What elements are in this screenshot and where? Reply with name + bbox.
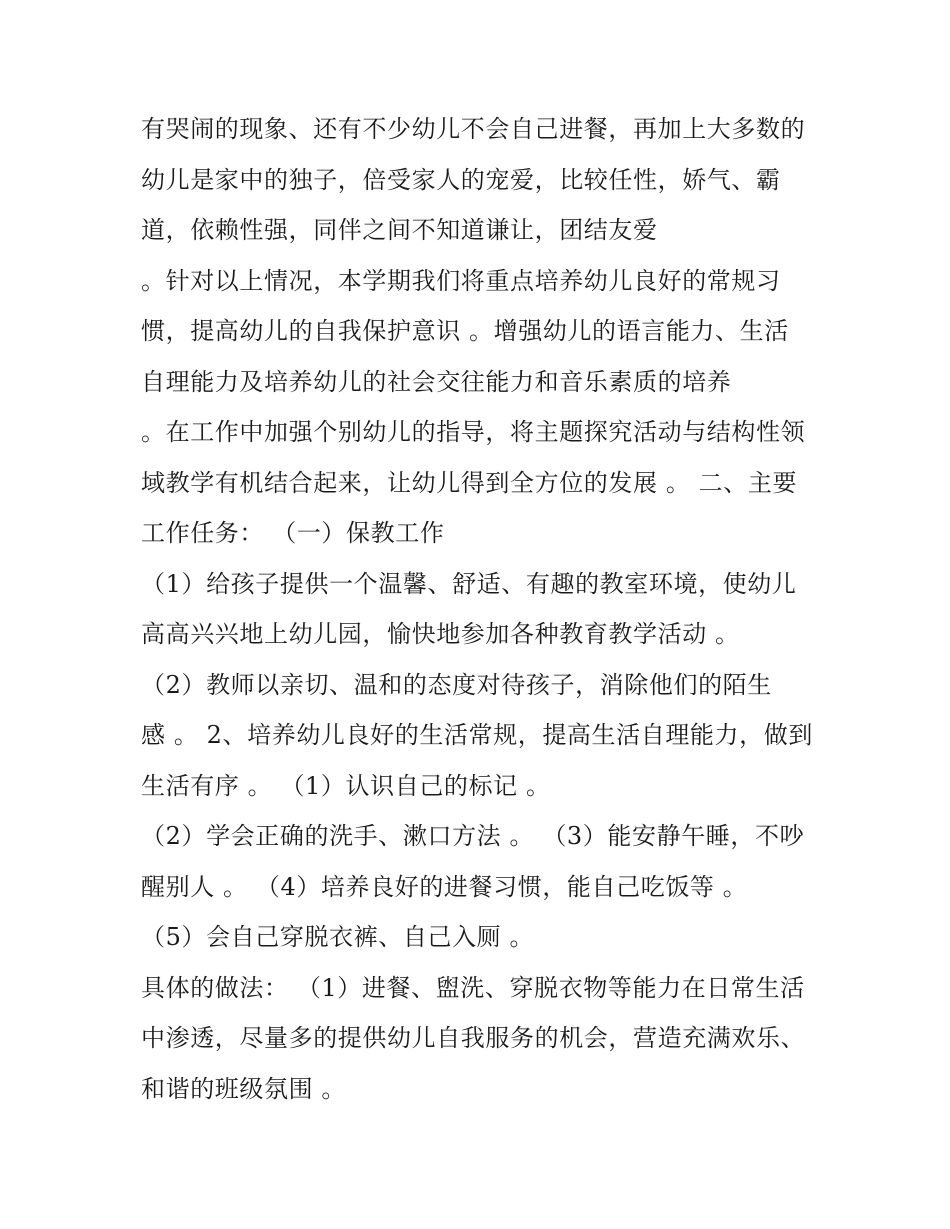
text-line: （5）会自己穿脱衣裤、自己入厕 。	[141, 923, 535, 951]
text-line: 高高兴兴地上幼儿园，愉快地参加各种教育教学活动 。	[141, 620, 740, 648]
text-line: 和谐的班级氛围 。	[141, 1075, 347, 1103]
text-line: 域教学有机结合起来，让幼儿得到全方位的发展 。 二、主要	[141, 469, 798, 497]
text-line: 道，依赖性强，同伴之间不知道谦让，团结友爱	[141, 216, 658, 244]
text-line: 感 。 2、培养幼儿良好的生活常规，提高生活自理能力，做到	[141, 721, 813, 749]
text-line: （2）学会正确的洗手、漱口方法 。 （3）能安静午睡，不吵	[141, 822, 805, 850]
text-line: （1）给孩子提供一个温馨、舒适、有趣的教室环境，使幼儿	[141, 570, 797, 598]
text-line: 有哭闹的现象、还有不少幼儿不会自己进餐，再加上大多数的	[141, 115, 806, 143]
text-line: 中渗透，尽量多的提供幼儿自我服务的机会，营造充满欢乐、	[141, 1024, 806, 1052]
text-line: （2）教师以亲切、温和的态度对待孩子，消除他们的陌生	[141, 671, 772, 699]
text-line: 自理能力及培养幼儿的社会交往能力和音乐素质的培养	[141, 368, 732, 396]
text-line: 。针对以上情况，本学期我们将重点培养幼儿良好的常规习	[141, 267, 781, 295]
text-line: 幼儿是家中的独子，倍受家人的宠爱，比较任性，娇气、霸	[141, 166, 781, 194]
text-line: 醒别人 。 （4）培养良好的进餐习惯，能自己吃饭等 。	[141, 873, 748, 901]
text-line: 生活有序 。 （1）认识自己的标记 。	[141, 772, 551, 800]
text-line: 。在工作中加强个别幼儿的指导，将主题探究活动与结构性领	[141, 418, 806, 446]
text-line: 惯，提高幼儿的自我保护意识 。增强幼儿的语言能力、生活	[141, 317, 789, 345]
text-line: 具体的做法： （1）进餐、盥洗、穿脱衣物等能力在日常生活	[141, 974, 805, 1002]
text-line: 工作任务： （一）保教工作	[141, 519, 445, 547]
